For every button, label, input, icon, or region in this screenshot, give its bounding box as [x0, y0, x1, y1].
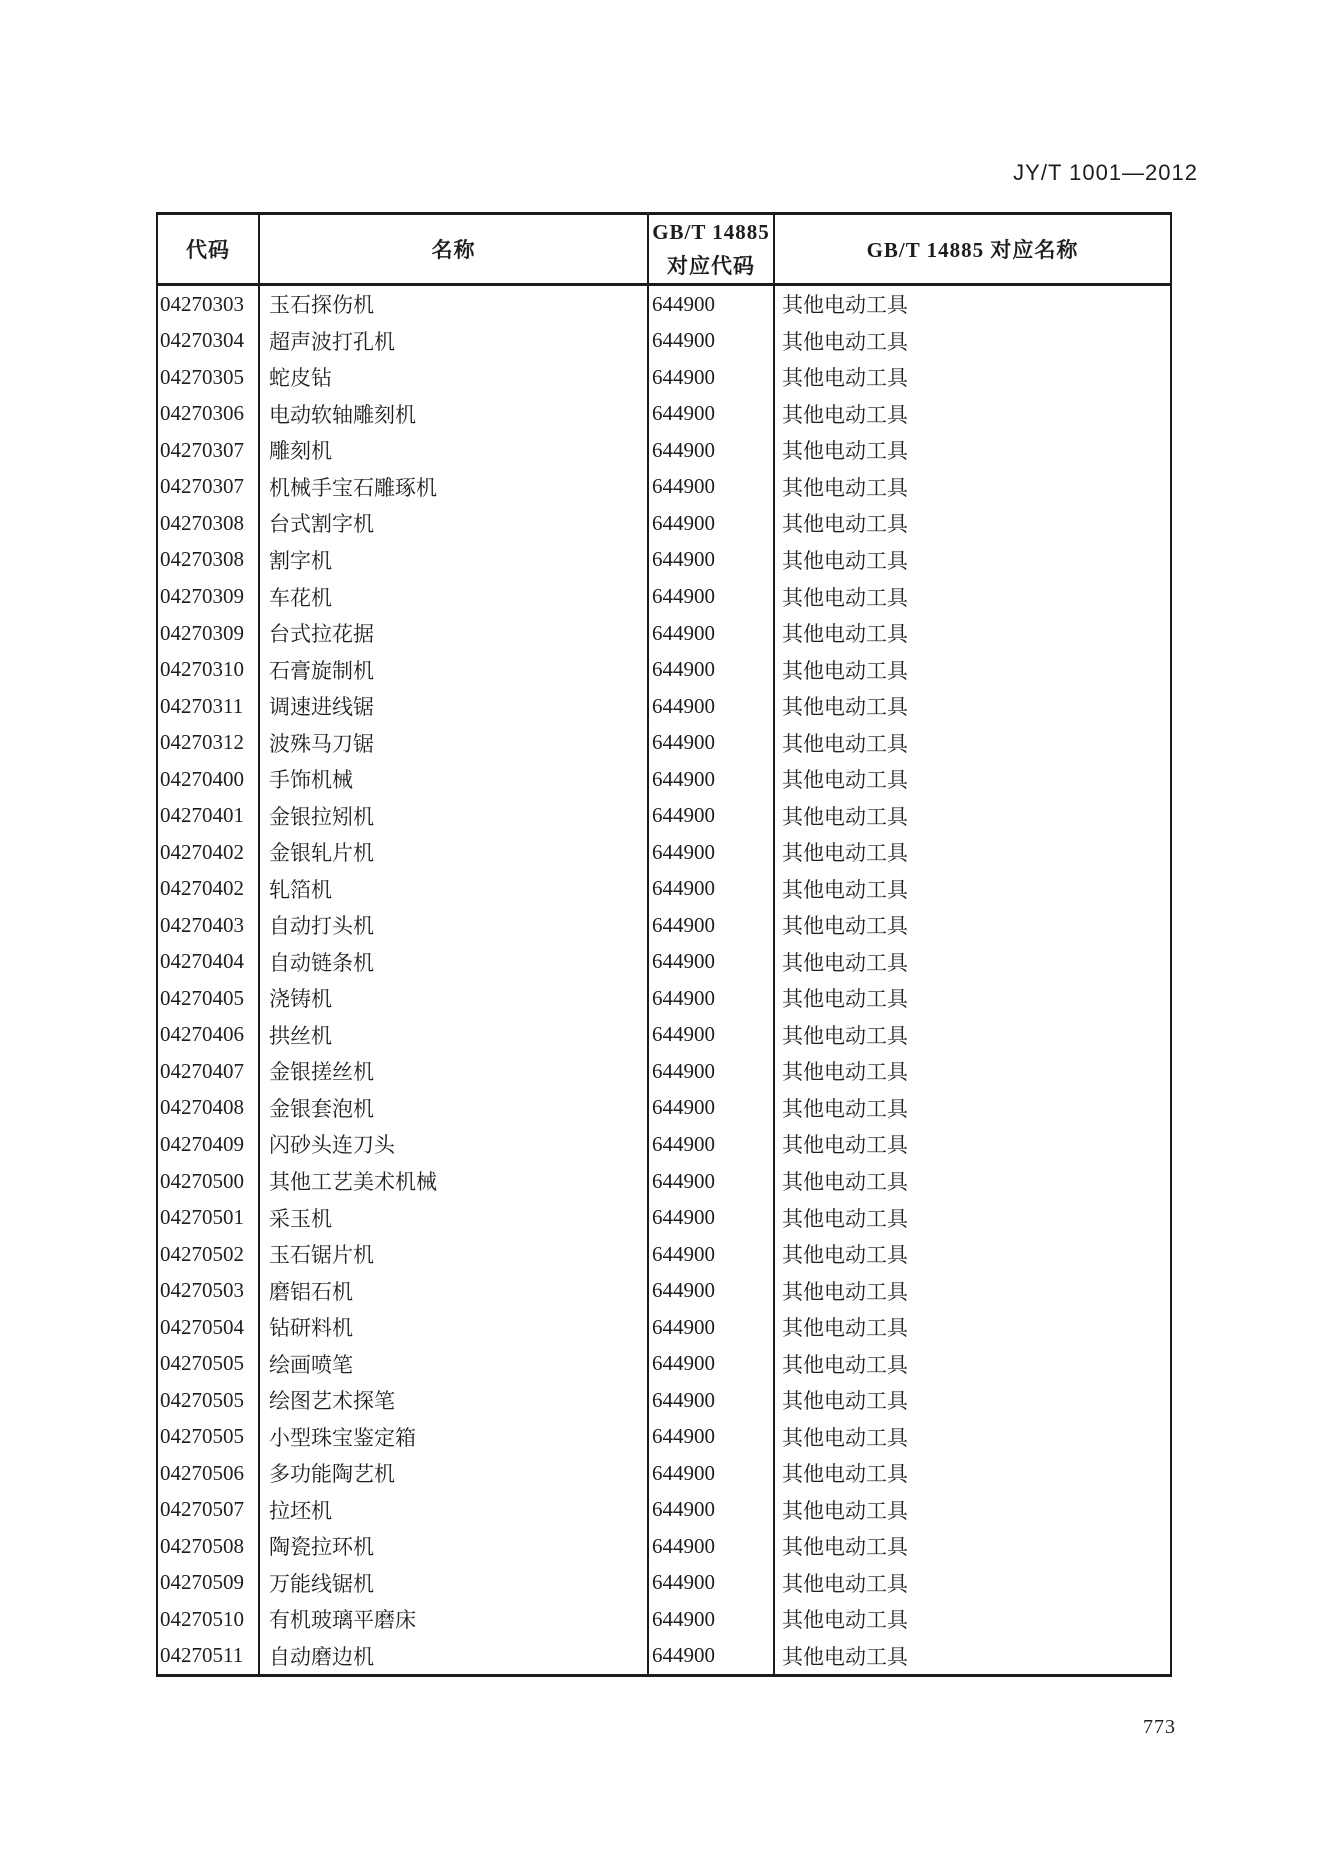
cell-gb_code: 644900: [649, 871, 775, 908]
column-header-gb-name: GB/T 14885 对应名称: [866, 238, 1079, 262]
column-header-gb-code: [649, 215, 775, 283]
cell-code: 04270312: [158, 724, 260, 761]
cell-gb_code: 644900: [649, 1017, 775, 1054]
cell-gb_name: 其他电动工具: [782, 1206, 908, 1231]
cell-gb_name: 其他电动工具: [782, 1060, 908, 1085]
cell-name: 蛇皮钻: [260, 359, 649, 396]
cell-name: 自动链条机: [260, 944, 649, 981]
table-row: [158, 944, 1170, 981]
cell-gb_code: 644900: [649, 615, 775, 652]
cell-code: 04270309: [158, 615, 260, 652]
cell-code: 04270508: [158, 1528, 260, 1565]
cell-code: 04270303: [158, 286, 260, 323]
cell-name: 调速进线锯: [260, 688, 649, 725]
cell-code: 04270309: [158, 578, 260, 615]
cell-gb_code: 644900: [649, 1638, 775, 1675]
cell-name: 玉石锯片机: [260, 1236, 649, 1273]
cell-gb_name: 其他电动工具: [782, 1243, 908, 1268]
table-row: [158, 396, 1170, 433]
cell-gb_name: 其他电动工具: [782, 1608, 908, 1633]
cell-gb_code: 644900: [649, 359, 775, 396]
cell-name: 金银搓丝机: [260, 1053, 649, 1090]
cell-name: 雕刻机: [260, 432, 649, 469]
cell-gb_code: 644900: [649, 1492, 775, 1529]
table-row: [158, 834, 1170, 871]
cell-gb_name: 其他电动工具: [782, 695, 908, 720]
cell-gb_code: 644900: [649, 980, 775, 1017]
cell-code: 04270401: [158, 797, 260, 834]
cell-gb_code: 644900: [649, 1272, 775, 1309]
cell-gb_name: 其他电动工具: [782, 439, 908, 464]
cell-gb_code: 644900: [649, 1345, 775, 1382]
cell-name: 玉石探伤机: [260, 286, 649, 323]
table-row: [158, 1126, 1170, 1163]
table-row: [158, 1492, 1170, 1529]
cell-name: 万能线锯机: [260, 1565, 649, 1602]
cell-code: 04270402: [158, 834, 260, 871]
cell-gb_code: 644900: [649, 1199, 775, 1236]
cell-gb_name: 其他电动工具: [782, 1535, 908, 1560]
cell-gb_name: 其他电动工具: [782, 768, 908, 793]
cell-gb_name: 其他电动工具: [782, 1279, 908, 1304]
table-row: [158, 286, 1170, 323]
cell-gb_code: 644900: [649, 396, 775, 433]
cell-code: 04270502: [158, 1236, 260, 1273]
cell-gb_code: 644900: [649, 1601, 775, 1638]
cell-code: 04270511: [158, 1638, 260, 1675]
cell-gb_name: 其他电动工具: [782, 731, 908, 756]
cell-gb_name: 其他电动工具: [782, 1498, 908, 1523]
table-row: [158, 1382, 1170, 1419]
cell-gb_name: 其他电动工具: [782, 1023, 908, 1048]
table-row: [158, 1199, 1170, 1236]
cell-code: 04270402: [158, 871, 260, 908]
cell-gb_code: 644900: [649, 1090, 775, 1127]
table-row: [158, 651, 1170, 688]
cell-gb_code: 644900: [649, 1309, 775, 1346]
cell-name: 拱丝机: [260, 1017, 649, 1054]
table-row: [158, 1601, 1170, 1638]
cell-code: 04270500: [158, 1163, 260, 1200]
cell-gb_name: 其他电动工具: [782, 475, 908, 500]
cell-gb_name: 其他电动工具: [782, 366, 908, 391]
table-row: [158, 724, 1170, 761]
cell-gb_code: 644900: [649, 286, 775, 323]
cell-code: 04270505: [158, 1418, 260, 1455]
cell-name: 金银拉矧机: [260, 797, 649, 834]
cell-gb_name: 其他电动工具: [782, 293, 908, 318]
table-row: [158, 578, 1170, 615]
table-row: [158, 1163, 1170, 1200]
cell-gb_name: 其他电动工具: [782, 1170, 908, 1195]
table-header-row: [158, 215, 1170, 286]
cell-gb_code: 644900: [649, 1126, 775, 1163]
column-header-code: 代码: [158, 215, 260, 283]
cell-gb_name: 其他电动工具: [782, 548, 908, 573]
cell-gb_code: 644900: [649, 1455, 775, 1492]
table-row: [158, 323, 1170, 360]
cell-gb_code: 644900: [649, 469, 775, 506]
cell-name: 绘图艺术探笔: [260, 1382, 649, 1419]
cell-gb_code: 644900: [649, 542, 775, 579]
cell-name: 闪砂头连刀头: [260, 1126, 649, 1163]
cell-gb_code: 644900: [649, 1236, 775, 1273]
cell-code: 04270308: [158, 505, 260, 542]
cell-code: 04270505: [158, 1345, 260, 1382]
cell-gb_code: 644900: [649, 432, 775, 469]
table-body: [158, 286, 1170, 1674]
standard-number-header: JY/T 1001—2012: [1013, 160, 1198, 185]
table-row: [158, 1017, 1170, 1054]
cell-name: 有机玻璃平磨床: [260, 1601, 649, 1638]
cell-code: 04270406: [158, 1017, 260, 1054]
cell-name: 机械手宝石雕琢机: [260, 469, 649, 506]
cell-gb_name: 其他电动工具: [782, 1389, 908, 1414]
cell-gb_name: 其他电动工具: [782, 1096, 908, 1121]
cell-code: 04270408: [158, 1090, 260, 1127]
table-row: [158, 469, 1170, 506]
cell-gb_name: 其他电动工具: [782, 1352, 908, 1377]
cell-code: 04270405: [158, 980, 260, 1017]
cell-gb_name: 其他电动工具: [782, 622, 908, 647]
table-row: [158, 797, 1170, 834]
table-row: [158, 1638, 1170, 1675]
cell-gb_code: 644900: [649, 688, 775, 725]
cell-name: 金银轧片机: [260, 834, 649, 871]
cell-gb_code: 644900: [649, 1565, 775, 1602]
cell-gb_code: 644900: [649, 1382, 775, 1419]
page-number: 773: [1143, 1716, 1176, 1738]
cell-name: 其他工艺美术机械: [260, 1163, 649, 1200]
table-row: [158, 1309, 1170, 1346]
table-row: [158, 688, 1170, 725]
cell-gb_code: 644900: [649, 1418, 775, 1455]
cell-code: 04270505: [158, 1382, 260, 1419]
cell-gb_name: 其他电动工具: [782, 914, 908, 939]
code-mapping-table: [156, 212, 1172, 1677]
column-header-gb-code-line1: GB/T 14885: [652, 220, 770, 244]
cell-gb_code: 644900: [649, 907, 775, 944]
cell-name: 割字机: [260, 542, 649, 579]
cell-code: 04270310: [158, 651, 260, 688]
cell-name: 钻研料机: [260, 1309, 649, 1346]
cell-name: 车花机: [260, 578, 649, 615]
cell-gb_name: 其他电动工具: [782, 1462, 908, 1487]
cell-name: 手饰机械: [260, 761, 649, 798]
cell-name: 磨铝石机: [260, 1272, 649, 1309]
cell-code: 04270501: [158, 1199, 260, 1236]
cell-name: 浇铸机: [260, 980, 649, 1017]
cell-name: 石膏旋制机: [260, 651, 649, 688]
column-header-gb-code-line2: 对应代码: [667, 254, 755, 278]
cell-code: 04270507: [158, 1492, 260, 1529]
cell-code: 04270506: [158, 1455, 260, 1492]
cell-code: 04270311: [158, 688, 260, 725]
cell-name: 自动磨边机: [260, 1638, 649, 1675]
cell-gb_code: 644900: [649, 505, 775, 542]
table-row: [158, 1455, 1170, 1492]
table-row: [158, 1345, 1170, 1382]
cell-gb_code: 644900: [649, 323, 775, 360]
table-row: [158, 1053, 1170, 1090]
cell-code: 04270510: [158, 1601, 260, 1638]
cell-gb_name: 其他电动工具: [782, 402, 908, 427]
cell-gb_code: 644900: [649, 834, 775, 871]
cell-name: 超声波打孔机: [260, 323, 649, 360]
cell-code: 04270503: [158, 1272, 260, 1309]
cell-gb_name: 其他电动工具: [782, 329, 908, 354]
table-row: [158, 505, 1170, 542]
cell-name: 自动打头机: [260, 907, 649, 944]
table-row: [158, 1418, 1170, 1455]
cell-gb_code: 644900: [649, 761, 775, 798]
cell-name: 波殊马刀锯: [260, 724, 649, 761]
cell-gb_code: 644900: [649, 1053, 775, 1090]
cell-gb_code: 644900: [649, 578, 775, 615]
cell-code: 04270404: [158, 944, 260, 981]
cell-code: 04270306: [158, 396, 260, 433]
column-header-name: 名称: [260, 215, 649, 283]
cell-name: 采玉机: [260, 1199, 649, 1236]
cell-code: 04270409: [158, 1126, 260, 1163]
cell-gb_name: 其他电动工具: [782, 804, 908, 829]
cell-gb_name: 其他电动工具: [782, 1316, 908, 1341]
cell-name: 金银套泡机: [260, 1090, 649, 1127]
cell-gb_name: 其他电动工具: [782, 950, 908, 975]
cell-name: 小型珠宝鉴定箱: [260, 1418, 649, 1455]
cell-gb_code: 644900: [649, 1528, 775, 1565]
cell-name: 多功能陶艺机: [260, 1455, 649, 1492]
table-row: [158, 871, 1170, 908]
table-row: [158, 1528, 1170, 1565]
cell-gb_name: 其他电动工具: [782, 841, 908, 866]
cell-code: 04270308: [158, 542, 260, 579]
cell-name: 绘画喷笔: [260, 1345, 649, 1382]
table-row: [158, 1090, 1170, 1127]
cell-gb_code: 644900: [649, 651, 775, 688]
cell-code: 04270504: [158, 1309, 260, 1346]
cell-gb_code: 644900: [649, 724, 775, 761]
cell-code: 04270509: [158, 1565, 260, 1602]
cell-gb_code: 644900: [649, 797, 775, 834]
cell-gb_name: 其他电动工具: [782, 877, 908, 902]
cell-gb_name: 其他电动工具: [782, 1571, 908, 1596]
table-row: [158, 907, 1170, 944]
cell-gb_name: 其他电动工具: [782, 585, 908, 610]
table-row: [158, 1272, 1170, 1309]
table-row: [158, 980, 1170, 1017]
cell-gb_name: 其他电动工具: [782, 1644, 908, 1669]
cell-code: 04270403: [158, 907, 260, 944]
cell-gb_name: 其他电动工具: [782, 512, 908, 537]
cell-name: 拉坯机: [260, 1492, 649, 1529]
table-row: [158, 761, 1170, 798]
cell-name: 电动软轴雕刻机: [260, 396, 649, 433]
cell-name: 台式拉花据: [260, 615, 649, 652]
cell-code: 04270307: [158, 432, 260, 469]
table-row: [158, 542, 1170, 579]
table-row: [158, 1565, 1170, 1602]
cell-gb_name: 其他电动工具: [782, 1425, 908, 1450]
cell-name: 陶瓷拉环机: [260, 1528, 649, 1565]
cell-name: 台式割字机: [260, 505, 649, 542]
cell-code: 04270307: [158, 469, 260, 506]
table-row: [158, 1236, 1170, 1273]
table-row: [158, 359, 1170, 396]
cell-code: 04270304: [158, 323, 260, 360]
cell-code: 04270305: [158, 359, 260, 396]
cell-gb_name: 其他电动工具: [782, 987, 908, 1012]
table-row: [158, 432, 1170, 469]
cell-gb_name: 其他电动工具: [782, 1133, 908, 1158]
cell-gb_code: 644900: [649, 1163, 775, 1200]
cell-code: 04270400: [158, 761, 260, 798]
cell-gb_name: 其他电动工具: [782, 658, 908, 683]
cell-gb_code: 644900: [649, 944, 775, 981]
table-row: [158, 615, 1170, 652]
cell-code: 04270407: [158, 1053, 260, 1090]
cell-name: 轧箔机: [260, 871, 649, 908]
